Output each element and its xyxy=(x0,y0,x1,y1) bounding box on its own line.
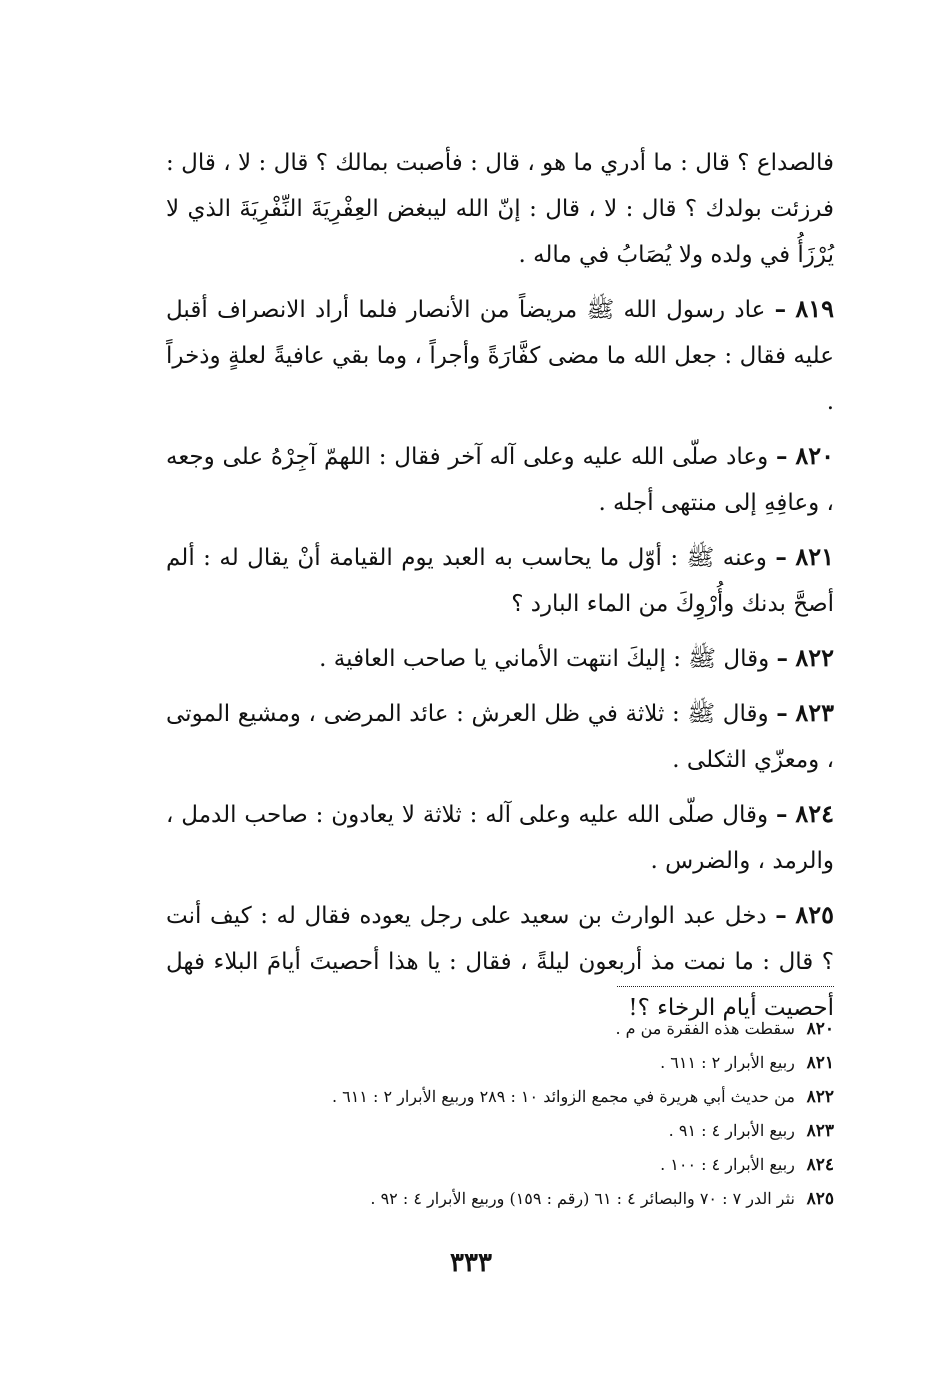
entry-text: عاد رسول الله ﷺ مريضاً من الأنصار فلما أراد الانصراف أقبل عليه فقال : جعل الله ما مضى كفَّارَةً وأجراً ، وما بقي عافيةً لعلةٍ وذخراً . xyxy=(166,297,834,415)
footnote-number: ٨٢٥ xyxy=(806,1189,834,1209)
footnote-text: سقطت هذه الفقرة من م . xyxy=(615,1019,795,1038)
entry-number: ٨٢٤ xyxy=(795,799,835,828)
entry-823 xyxy=(166,690,834,783)
entry-dash: – xyxy=(775,544,787,571)
intro-paragraph: فالصداع ؟ قال : ما أدري ما هو ، قال : فأصبت بمالك ؟ قال : لا ، قال : فرزئت بولدك ؟ قال : لا ، قال : إنّ الله ليبغض العِفْرِيَةَ النِّفْرِيَةَ الذي لا يُرْزَأُ في ولده ولا يُصَابُ في ماله . xyxy=(166,150,834,268)
entry-dash: – xyxy=(775,902,787,929)
entry-dash: – xyxy=(775,801,788,828)
footnote-item xyxy=(220,1148,834,1182)
entry-text: وعاد صلّى الله عليه وعلى آله آخر فقال : اللهمّ آجِرْهُ على وجعه ، وعافِهِ إلى منتهى أجله . xyxy=(166,444,834,516)
page-number: ٣٣٣ xyxy=(450,1248,492,1278)
footnote-item xyxy=(220,1182,834,1216)
main-text-block xyxy=(166,140,834,1039)
entry-number: ٨٢١ xyxy=(795,542,835,571)
entry-number: ٨٢٣ xyxy=(795,698,834,727)
entry-dash: – xyxy=(776,443,788,470)
footnote-number: ٨٢٤ xyxy=(806,1155,834,1175)
footnote-text: ربيع الأبرار ٤ : ١٠٠ . xyxy=(660,1155,795,1174)
footnote-item xyxy=(220,1046,834,1080)
entry-dash: – xyxy=(776,645,789,672)
footnote-number: ٨٢٠ xyxy=(806,1019,834,1039)
entry-number: ٨٢٢ xyxy=(795,643,834,672)
entry-821 xyxy=(166,534,834,627)
footnote-text: نثر الدر ٧ : ٧٠ والبصائر ٤ : ٦١ (رقم : ١٥٩) وربيع الأبرار ٤ : ٩٢ . xyxy=(370,1189,795,1208)
entry-number: ٨١٩ xyxy=(795,294,835,323)
footnote-item xyxy=(220,1080,834,1114)
entry-825 xyxy=(166,892,834,1031)
entry-text: وعنه ﷺ : أوّل ما يحاسب به العبد يوم القيامة أنْ يقال له : ألم أصحَّ بدنك وأُرْوِكَ من الماء البارد ؟ xyxy=(166,545,834,617)
entry-text: وقال صلّى الله عليه وعلى آله : ثلاثة لا يعادون : صاحب الدمل ، والرمد ، والضرس . xyxy=(166,802,834,874)
footnote-text: ربيع الأبرار ٤ : ٩١ . xyxy=(668,1121,795,1140)
footnote-number: ٨٢٣ xyxy=(806,1121,834,1141)
footnote-divider xyxy=(617,986,834,987)
footnote-text: ربيع الأبرار ٢ : ٦١١ . xyxy=(660,1053,795,1072)
entry-number: ٨٢٠ xyxy=(795,441,835,470)
footnote-text: من حديث أبي هريرة في مجمع الزوائد ١٠ : ٢٨٩ وربيع الأبرار ٢ : ٦١١ . xyxy=(331,1087,795,1106)
entry-dash: – xyxy=(776,700,788,727)
footnote-number: ٨٢١ xyxy=(806,1053,834,1073)
entry-824 xyxy=(166,791,834,884)
footnote-number: ٨٢٢ xyxy=(806,1087,834,1107)
entry-text: وقال ﷺ : إليكَ انتهت الأماني يا صاحب العافية . xyxy=(319,646,770,672)
entry-822 xyxy=(166,635,834,682)
entry-820 xyxy=(166,433,834,526)
footnotes xyxy=(220,1012,834,1216)
entry-dash: – xyxy=(774,296,787,323)
entry-text: وقال ﷺ : ثلاثة في ظل العرش : عائد المرضى ، ومشيع الموتى ، ومعزّي الثكلى . xyxy=(166,701,834,773)
entry-819 xyxy=(166,286,834,425)
entry-number: ٨٢٥ xyxy=(795,900,834,929)
entry-text: دخل عبد الوارث بن سعيد على رجل يعوده فقال له : كيف أنت ؟ قال : ما نمت مذ أربعون ليلةً ، فقال : يا هذا أحصيتَ أيامَ البلاء فهل أحصيت أيام الرخاء ؟! xyxy=(166,903,834,1021)
footnote-item xyxy=(220,1114,834,1148)
footnote-item xyxy=(220,1012,834,1046)
